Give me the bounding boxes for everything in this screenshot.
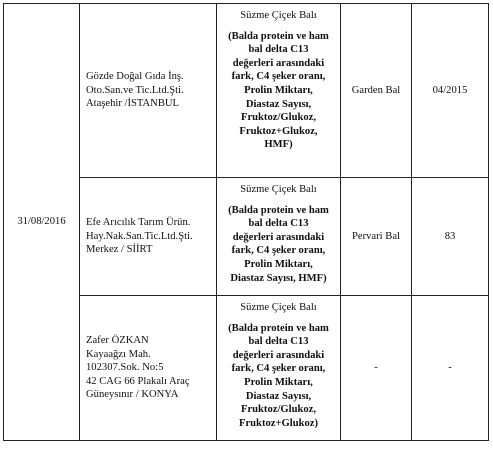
firm-cell xyxy=(80,296,217,441)
detail-line: bal delta C13 xyxy=(248,336,309,348)
table-row xyxy=(4,4,489,178)
detail-line: (Balda protein ve ham xyxy=(228,204,329,216)
lot-cell xyxy=(412,296,489,441)
lot-text: 04/2015 xyxy=(432,84,468,96)
detail-line: değerleri arasındaki xyxy=(232,349,325,361)
firm-line: Gözde Doğal Gıda İnş. xyxy=(86,71,184,83)
brand-cell xyxy=(341,296,412,441)
product-name: Süzme Çiçek Balı xyxy=(240,10,317,21)
lot-cell xyxy=(412,178,489,296)
detail-line: Prolin Miktarı, xyxy=(244,258,313,270)
product-detail xyxy=(217,322,340,431)
detail-line: Fruktoz+Glukoz) xyxy=(238,417,318,429)
firm-line: Efe Arıcılık Tarım Ürün. xyxy=(86,217,191,229)
detail-line: bal delta C13 xyxy=(248,44,309,56)
product-detail xyxy=(217,204,340,286)
lot-text: 83 xyxy=(444,230,456,242)
detail-line: Diastaz Sayısı, xyxy=(245,98,312,110)
detail-line: HMF) xyxy=(264,139,293,151)
product-name: Süzme Çiçek Balı xyxy=(240,184,317,195)
firm-line: Zafer ÖZKAN xyxy=(86,335,149,347)
firm-line: Kayaağzı Mah. xyxy=(86,348,151,360)
firm-cell xyxy=(80,178,217,296)
product-cell xyxy=(217,178,341,296)
brand-text: Pervari Bal xyxy=(352,230,400,242)
detail-line: fark, C4 şeker oranı, xyxy=(231,363,326,375)
detail-line: Prolin Miktarı, xyxy=(244,84,313,96)
lot-text: - xyxy=(448,362,452,374)
detail-line: değerleri arasındaki xyxy=(232,231,325,243)
brand-text: Garden Bal xyxy=(351,84,401,96)
firm-line: 42 CAG 66 Plakalı Araç xyxy=(86,375,190,387)
detail-line: fark, C4 şeker oranı, xyxy=(231,71,326,83)
detail-line: (Balda protein ve ham xyxy=(228,322,329,334)
detail-line: (Balda protein ve ham xyxy=(228,30,329,42)
firm-line: Merkez / SİİRT xyxy=(86,244,153,256)
detail-line: bal delta C13 xyxy=(248,218,309,230)
firm-line: Ataşehir /İSTANBUL xyxy=(86,98,180,110)
detail-line: değerleri arasındaki xyxy=(232,57,325,69)
product-cell xyxy=(217,4,341,178)
lot-cell xyxy=(412,4,489,178)
firm-line: Oto.San.ve Tic.Ltd.Şti. xyxy=(86,84,184,96)
brand-cell xyxy=(341,178,412,296)
date-text: 31/08/2016 xyxy=(17,216,66,228)
brand-cell xyxy=(341,4,412,178)
product-name: Süzme Çiçek Balı xyxy=(240,302,317,313)
detail-line: Fruktoz+Glukoz, xyxy=(239,125,318,137)
detail-line: Prolin Miktarı, xyxy=(244,376,313,388)
firm-line: Hay.Nak.San.Tic.Ltd.Şti. xyxy=(86,230,193,242)
product-cell xyxy=(217,296,341,441)
detail-line: Fruktoz/Glukoz, xyxy=(240,112,317,124)
firm-cell xyxy=(80,4,217,178)
detail-line: Diastaz Sayısı, xyxy=(245,390,312,402)
detail-line: Fruktoz/Glukoz, xyxy=(240,404,317,416)
brand-text: - xyxy=(374,362,378,374)
firm-line: Güneysınır / KONYA xyxy=(86,389,179,401)
product-detail xyxy=(217,30,340,152)
inspection-table xyxy=(3,3,489,441)
date-cell xyxy=(4,4,80,441)
firm-line: 102307.Sok. No:5 xyxy=(86,362,164,374)
detail-line: fark, C4 şeker oranı, xyxy=(231,245,326,257)
detail-line: Diastaz Sayısı, HMF) xyxy=(230,272,327,284)
